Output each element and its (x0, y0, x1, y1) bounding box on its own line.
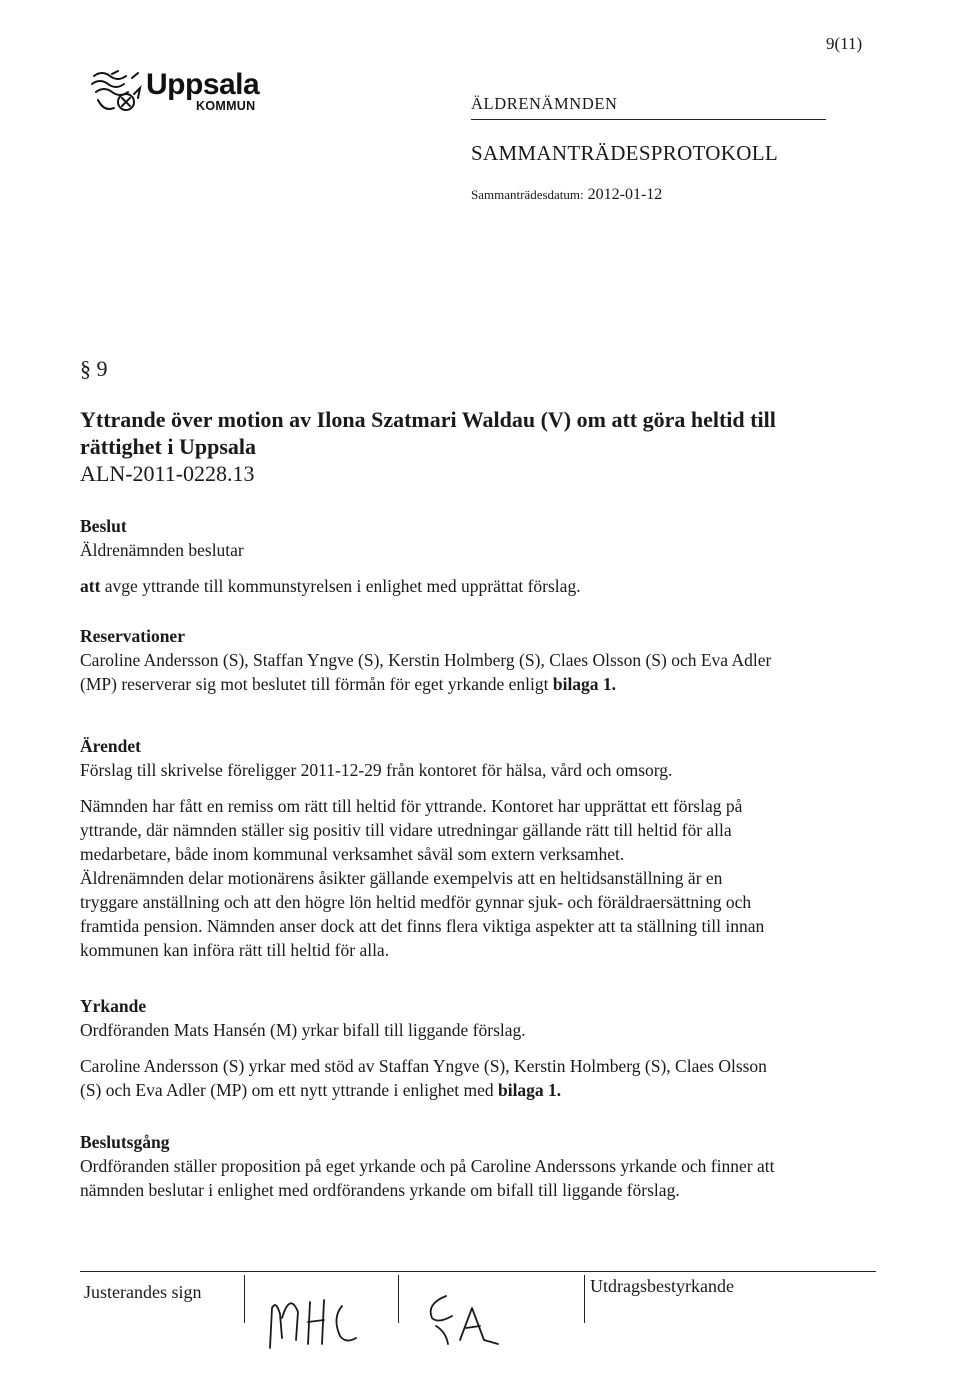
arendet-p2-line: tryggare anställning och att den högre lön heltid medför gynnar sjuk- och föräldraersättning och (80, 892, 752, 912)
arendet-heading: Ärendet (80, 736, 141, 756)
section-heading-line1: Yttrande över motion av Ilona Szatmari Waldau (V) om att göra heltid till (80, 407, 776, 432)
arendet-p2 (80, 794, 880, 962)
yrkande-p2 (80, 1054, 880, 1102)
signature-mh (262, 1278, 382, 1354)
beslutsgang-heading: Beslutsgång (80, 1132, 170, 1152)
beslut-intro: Äldrenämnden beslutar (80, 540, 244, 560)
logo-wordmark: Uppsala (146, 68, 260, 101)
section-number: § 9 (80, 356, 108, 381)
arendet-p2-line: framtida pension. Nämnden anser dock att det finns flera viktiga aspekter att ta ställning till innan (80, 916, 765, 936)
arendet-p2-line: yttrande, där nämnden ställer sig positiv till vidare utredningar gällande rätt till heltid för alla (80, 820, 732, 840)
beslutsgang-line2: nämnden beslutar i enlighet med ordförandens yrkande om bifall till liggande förslag. (80, 1180, 680, 1200)
beslut-text (80, 574, 880, 598)
yrkande-p2-line1: Caroline Andersson (S) yrkar med stöd av Staffan Yngve (S), Kerstin Holmberg (S), Claes Olsson (80, 1056, 767, 1076)
utdragsbestyrkande-label: Utdragsbestyrkande (590, 1276, 734, 1296)
logo-subtitle: KOMMUN (196, 99, 256, 113)
yrkande-heading: Yrkande (80, 996, 147, 1016)
meeting-date-label: Sammanträdesdatum: (471, 187, 584, 202)
header-divider (471, 119, 826, 120)
case-number: ALN-2011-0228.13 (80, 461, 255, 486)
yrkande-p2-line2-text: (S) och Eva Adler (MP) om ett nytt yttrande i enlighet med (80, 1080, 494, 1100)
department-name: ÄLDRENÄMNDEN (471, 94, 618, 113)
yrkande-p1: Ordföranden Mats Hansén (M) yrkar bifall till liggande förslag. (80, 1020, 526, 1040)
reservationer-line2-text: (MP) reserverar sig mot beslutet till förmån för eget yrkande enligt (80, 674, 549, 694)
document-title: SAMMANTRÄDESPROTOKOLL (471, 141, 778, 165)
beslut-section (80, 514, 880, 598)
justerandes-sign-label: Justerandes sign (84, 1282, 202, 1302)
page-number: 9(11) (826, 34, 863, 53)
reservationer-line2 (80, 672, 880, 696)
signature-separator (398, 1275, 399, 1323)
reservationer-section (80, 624, 880, 696)
signature-ca (412, 1282, 532, 1358)
beslut-body: avge yttrande till kommunstyrelsen i enlighet med upprättat förslag. (104, 576, 581, 596)
arendet-p2-line: Äldrenämnden delar motionärens åsikter gällande exempelvis att en heltidsanställning är en (80, 868, 723, 888)
reservationer-bilaga: bilaga 1. (552, 674, 617, 694)
signature-separator (244, 1275, 245, 1323)
beslut-att: att (80, 576, 101, 596)
signature-separator (584, 1275, 585, 1323)
beslut-heading: Beslut (80, 516, 127, 536)
arendet-p1: Förslag till skrivelse föreligger 2011-12-29 från kontoret för hälsa, vård och omsorg. (80, 760, 673, 780)
arendet-p2-line: kommunen kan införa rätt till heltid för alla. (80, 940, 390, 960)
yrkande-bilaga: bilaga 1. (497, 1080, 562, 1100)
beslutsgang-line1: Ordföranden ställer proposition på eget yrkande och på Caroline Anderssons yrkande och finner att (80, 1156, 775, 1176)
meeting-date (471, 186, 662, 204)
arendet-p2-line: Nämnden har fått en remiss om rätt till heltid för yttrande. Kontoret har upprättat ett förslag på (80, 796, 743, 816)
section-heading (80, 406, 880, 487)
yrkande-p2-line2 (80, 1078, 880, 1102)
yrkande-section (80, 994, 880, 1102)
uppsala-kommun-logo (88, 68, 303, 118)
meeting-date-value: 2012-01-12 (587, 186, 663, 203)
beslutsgang-section (80, 1130, 880, 1202)
signature-row-divider (80, 1271, 876, 1272)
coat-of-arms-icon (88, 68, 144, 118)
reservationer-heading: Reservationer (80, 626, 185, 646)
arendet-p2-line: medarbetare, både inom kommunal verksamhet såväl som extern verksamhet. (80, 844, 625, 864)
section-heading-line2: rättighet i Uppsala (80, 434, 256, 459)
reservationer-line1: Caroline Andersson (S), Staffan Yngve (S), Kerstin Holmberg (S), Claes Olsson (S) och Eva Adler (80, 650, 772, 670)
arendet-section (80, 734, 880, 962)
